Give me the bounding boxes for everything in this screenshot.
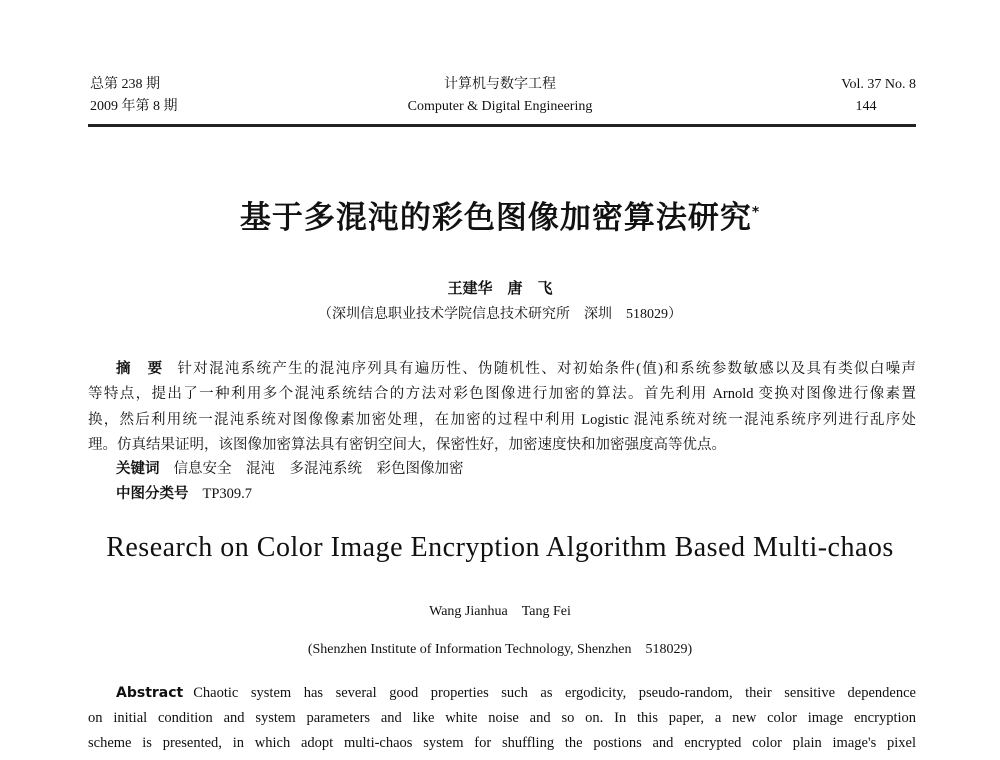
page-number: 144 — [855, 99, 877, 114]
keywords-value: 信息安全 混沌 多混沌系统 彩色图像加密 — [173, 461, 464, 477]
abstract-cn-label: 摘 要 — [116, 361, 164, 377]
volume: Vol. 37 No. 8 — [841, 77, 916, 92]
keywords-label: 关键词 — [116, 461, 160, 477]
footnote-mark: * — [751, 204, 761, 221]
abstract-en-line — [88, 685, 916, 702]
title-text: 基于多混沌的彩色图像加密算法研究 — [239, 200, 752, 236]
authors-en: Wang Jianhua Tang Fei — [429, 604, 571, 619]
paper-title-en: Research on Color Image Encryption Algorithm Based Multi-chaos — [106, 532, 894, 563]
keywords-cn — [116, 457, 464, 478]
abstract-cn-line: 等特点，提出了一种利用多个混沌系统结合的方法对彩色图像进行加密的算法。首先利用 Arnold 变换对图像进行像素置 — [88, 386, 916, 402]
affiliation-en: (Shenzhen Institute of Information Technology, Shenzhen 518029) — [307, 642, 693, 657]
affiliation-cn: （深圳信息职业技术学院信息技术研究所 深圳 518029） — [318, 307, 682, 322]
paper-title-cn — [0, 192, 1000, 237]
header-rule — [88, 124, 916, 127]
issue-year: 2009 年第 8 期 — [90, 99, 178, 114]
abstract-en-line: scheme is presented, in which adopt multi-chaos system for shuffling the postions and encrypted color plain image's pixel — [88, 735, 916, 751]
abstract-cn-line: 理。仿真结果证明，该图像加密算法具有密钥空间大，保密性好，加密速度快和加密强度高等优点。 — [88, 437, 726, 453]
abstract-cn-line: 换，然后利用统一混沌系统对图像像素加密处理，在加密的过程中利用 Logistic 混沌系统对统一混沌系统序列进行乱序处 — [88, 412, 916, 428]
abstract-en-text: Chaotic system has several good properties such as ergodicity, pseudo-random, their sensitive dependence — [193, 685, 916, 701]
classification-label: 中图分类号 — [116, 486, 189, 502]
classification-value: TP309.7 — [202, 486, 253, 502]
journal-name-cn: 计算机与数字工程 — [444, 77, 556, 92]
journal-name-en: Computer & Digital Engineering — [407, 99, 593, 114]
authors-cn: 王建华 唐 飞 — [447, 279, 553, 297]
abstract-en-line: on initial condition and system parameters and like white noise and so on. In this paper, a new color image encryption — [88, 710, 916, 726]
classification — [116, 482, 252, 503]
abstract-en-label: Abstract — [116, 685, 184, 701]
abstract-cn-text: 针对混沌系统产生的混沌序列具有遍历性、伪随机性、对初始条件(值)和系统参数敏感以及具有类似白噪声 — [177, 361, 916, 377]
issue-total: 总第 238 期 — [90, 77, 160, 92]
abstract-cn-line — [88, 357, 916, 378]
